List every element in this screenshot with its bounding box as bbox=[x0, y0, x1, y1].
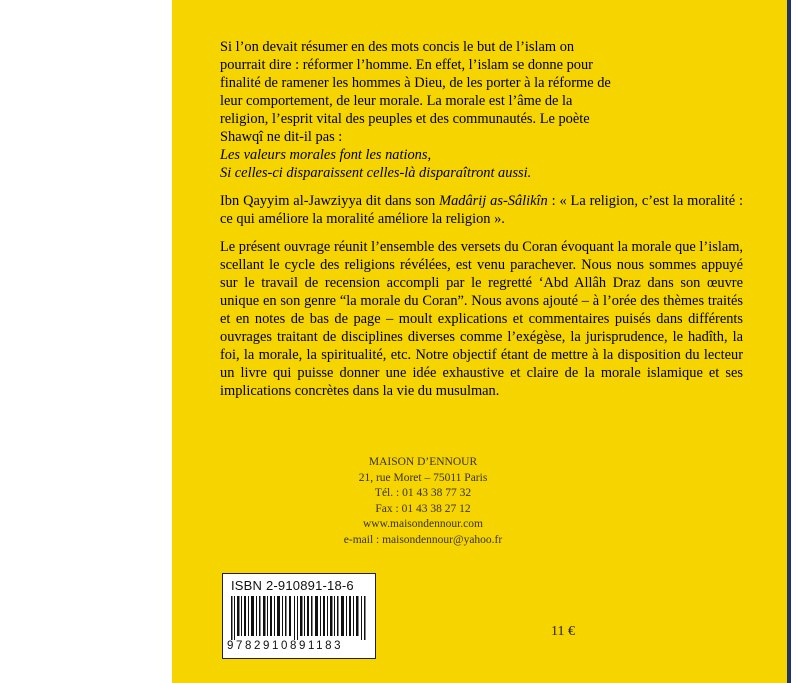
quote-intro: Ibn Qayyim al-Jawziyya dit dans son bbox=[220, 193, 440, 209]
publisher-fax: Fax : 01 43 38 27 12 bbox=[375, 502, 471, 515]
spine-edge bbox=[787, 0, 791, 683]
intro-line-1: Si l’on devait résumer en des mots concis le but de l’islam on bbox=[220, 39, 575, 55]
barcode-icon bbox=[229, 596, 369, 640]
book-title: Madârij as-Sâlikîn bbox=[439, 193, 548, 209]
quote-paragraph bbox=[220, 192, 743, 228]
intro-paragraph bbox=[220, 38, 743, 182]
description-text bbox=[220, 38, 743, 410]
poem-line-2: Si celles-ci disparaissent celles-là disparaîtront aussi. bbox=[220, 165, 532, 181]
intro-line-5: religion, l’esprit vital des peuples et des communautés. Le poète bbox=[220, 111, 590, 127]
intro-line-3: finalité de ramener les hommes à Dieu, de les porter à la réforme de bbox=[220, 75, 611, 91]
intro-line-6: Shawqî ne dit-il pas : bbox=[220, 129, 343, 145]
intro-line-2: pourrait dire : réformer l’homme. En effet, l’islam se donne pour bbox=[220, 57, 593, 73]
publisher-email: e-mail : maisondennour@yahoo.fr bbox=[343, 533, 503, 546]
isbn-label: ISBN 2-910891-18-6 bbox=[231, 578, 354, 593]
poem-line-1: Les valeurs morales font les nations, bbox=[220, 147, 432, 163]
price-label: 11 € bbox=[551, 624, 575, 639]
summary-paragraph: Le présent ouvrage réunit l’ensemble des versets du Coran évoquant la morale que l’islam, scellant le cycle des religions révélées, est venu parachever. Nous nous sommes appuyé sur le travail de recension accompli par le regretté ‘Abd Allâh Draz dans son œuvre unique en son genre “la morale du Coran”. Nous avons ajouté – à l’orée des thèmes traités et en notes de bas de page – moult explications et commentaires puisés dans différents ouvrages traitant de disciplines diverses comme l’exégèse, la jurisprudence, le hadîth, la foi, la morale, la spiritualité, etc. Notre objectif étant de mettre à la disposition du lecteur un livre qui puisse donner une idée exhaustive et claire de la morale islamique et ses implications concrètes dans la vie du musulman. bbox=[220, 239, 743, 399]
publisher-info bbox=[318, 455, 528, 548]
publisher-website: www.maisondennour.com bbox=[363, 518, 483, 530]
intro-line-4: leur comportement, de leur morale. La morale est l’âme de la bbox=[220, 93, 573, 109]
barcode-number: 9782910891183 bbox=[227, 640, 344, 652]
publisher-name: MAISON D’ENNOUR bbox=[368, 456, 478, 468]
quote-text: : « La religion, c’est la moralité : ce qui améliore la moralité améliore la religion ». bbox=[220, 193, 743, 227]
publisher-tel: Tél. : 01 43 38 77 32 bbox=[374, 487, 472, 499]
isbn-barcode-box bbox=[222, 573, 376, 659]
publisher-address: 21, rue Moret – 75011 Paris bbox=[358, 471, 488, 484]
